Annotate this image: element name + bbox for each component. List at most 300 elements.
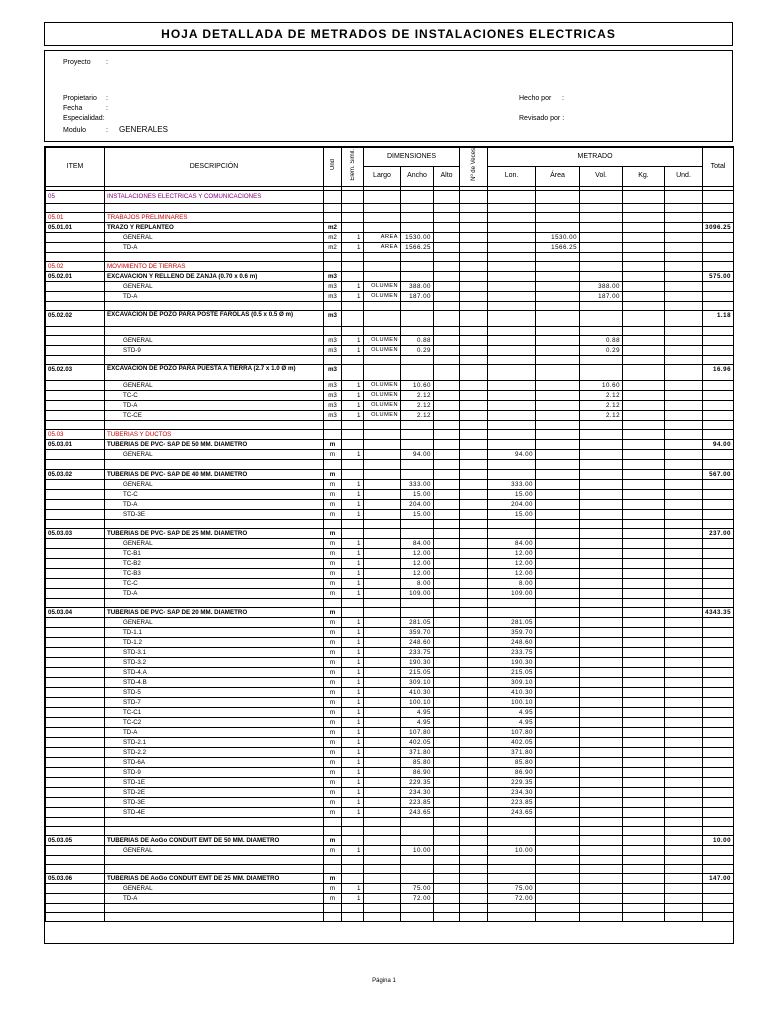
- cell-und2: [665, 401, 703, 411]
- table-row: [46, 430, 734, 440]
- cell-lon: 223.85: [488, 797, 536, 807]
- cell-kg: [623, 311, 665, 327]
- cell-kg: [623, 327, 665, 336]
- cell-desc: EXCAVACION Y RELLENO DE ZANJA (0.70 x 0.6 m): [105, 272, 324, 282]
- cell-und2: [665, 558, 703, 568]
- propietario-label: Propietario: [63, 95, 97, 102]
- cell-total: [703, 519, 734, 528]
- cell-largo: OLUMEN: [364, 411, 401, 421]
- detail-row: [46, 242, 734, 252]
- cell-veces: [460, 637, 488, 647]
- cell-largo: [364, 311, 401, 327]
- table-row: [46, 190, 734, 203]
- cell-area: [536, 657, 580, 667]
- colon: :: [106, 59, 108, 66]
- cell-und: m: [324, 568, 342, 578]
- sheet-title: HOJA DETALLADA DE METRADOS DE INSTALACIONES ELECTRICAS: [44, 22, 733, 46]
- cell-lon: [488, 292, 536, 302]
- cell-kg: [623, 460, 665, 469]
- cell-kg: [623, 190, 665, 203]
- cell-veces: [460, 687, 488, 697]
- cell-total: 16.96: [703, 365, 734, 381]
- cell-elem: 1: [342, 391, 364, 401]
- cell-und: [324, 212, 342, 222]
- cell-veces: [460, 647, 488, 657]
- cell-und2: [665, 450, 703, 460]
- cell-desc: [105, 913, 324, 922]
- detail-row: [46, 282, 734, 292]
- cell-und: [324, 865, 342, 874]
- cell-und2: [665, 479, 703, 489]
- cell-elem: [342, 469, 364, 479]
- cell-lon: [488, 381, 536, 391]
- cell-ancho: 1566.25: [401, 242, 434, 252]
- blank-row: [46, 327, 734, 336]
- cell-alto: [434, 855, 460, 864]
- cell-area: [536, 845, 580, 855]
- cell-item: 05.03.04: [46, 607, 105, 617]
- table-row: [46, 222, 734, 232]
- colon: :: [106, 95, 108, 102]
- cell-kg: [623, 598, 665, 607]
- header-largo: Largo: [364, 166, 401, 186]
- cell-veces: [460, 894, 488, 904]
- cell-ancho: 8.00: [401, 578, 434, 588]
- cell-elem: 1: [342, 767, 364, 777]
- cell-und: m3: [324, 391, 342, 401]
- cell-ancho: [401, 904, 434, 913]
- cell-elem: 1: [342, 737, 364, 747]
- cell-desc: GENERAL: [105, 538, 324, 548]
- cell-kg: [623, 282, 665, 292]
- cell-kg: [623, 835, 665, 845]
- cell-veces: [460, 845, 488, 855]
- cell-und: m: [324, 747, 342, 757]
- cell-und: [324, 519, 342, 528]
- cell-und: [324, 598, 342, 607]
- cell-item: [46, 707, 105, 717]
- cell-vol: [580, 727, 623, 737]
- cell-und2: [665, 826, 703, 835]
- cell-alto: [434, 657, 460, 667]
- cell-lon: 233.75: [488, 647, 536, 657]
- cell-kg: [623, 697, 665, 707]
- cell-alto: [434, 252, 460, 261]
- cell-und2: [665, 727, 703, 737]
- cell-item: [46, 845, 105, 855]
- cell-lon: 359.70: [488, 627, 536, 637]
- cell-vol: [580, 747, 623, 757]
- table-row: [46, 365, 734, 381]
- cell-und2: [665, 647, 703, 657]
- cell-total: [703, 807, 734, 817]
- cell-alto: [434, 401, 460, 411]
- cell-item: [46, 558, 105, 568]
- cell-vol: [580, 826, 623, 835]
- cell-area: [536, 855, 580, 864]
- detail-row: [46, 707, 734, 717]
- cell-elem: 1: [342, 292, 364, 302]
- cell-ancho: 410.30: [401, 687, 434, 697]
- cell-item: [46, 697, 105, 707]
- cell-vol: 2.12: [580, 401, 623, 411]
- cell-largo: [364, 647, 401, 657]
- cell-elem: 1: [342, 548, 364, 558]
- cell-ancho: [401, 365, 434, 381]
- cell-item: [46, 460, 105, 469]
- cell-ancho: [401, 327, 434, 336]
- cell-und: m: [324, 450, 342, 460]
- cell-alto: [434, 327, 460, 336]
- cell-elem: [342, 327, 364, 336]
- detail-row: [46, 637, 734, 647]
- cell-item: [46, 346, 105, 356]
- cell-elem: 1: [342, 499, 364, 509]
- header-elem-text: Elem. Simil.: [349, 148, 356, 181]
- cell-total: [703, 558, 734, 568]
- cell-alto: [434, 421, 460, 430]
- cell-und2: [665, 242, 703, 252]
- cell-elem: 1: [342, 697, 364, 707]
- cell-ancho: 190.30: [401, 657, 434, 667]
- cell-lon: [488, 598, 536, 607]
- cell-item: [46, 538, 105, 548]
- cell-vol: [580, 845, 623, 855]
- cell-und: m2: [324, 242, 342, 252]
- hecho-label: Hecho por: [519, 95, 552, 102]
- cell-ancho: [401, 598, 434, 607]
- cell-area: [536, 292, 580, 302]
- cell-vol: [580, 707, 623, 717]
- cell-alto: [434, 894, 460, 904]
- cell-item: [46, 894, 105, 904]
- cell-lon: 204.00: [488, 499, 536, 509]
- cell-und2: [665, 365, 703, 381]
- cell-total: [703, 212, 734, 222]
- cell-area: [536, 222, 580, 232]
- cell-und2: [665, 292, 703, 302]
- detail-row: [46, 797, 734, 807]
- header-und-text: Und: [329, 158, 336, 170]
- cell-vol: [580, 558, 623, 568]
- cell-und: m: [324, 647, 342, 657]
- cell-alto: [434, 411, 460, 421]
- cell-vol: [580, 807, 623, 817]
- cell-area: [536, 667, 580, 677]
- cell-vol: [580, 262, 623, 272]
- cell-vol: [580, 519, 623, 528]
- cell-area: [536, 421, 580, 430]
- cell-veces: [460, 797, 488, 807]
- cell-item: [46, 865, 105, 874]
- cell-largo: [364, 687, 401, 697]
- cell-ancho: 1530.00: [401, 232, 434, 242]
- cell-total: [703, 627, 734, 637]
- cell-elem: [342, 835, 364, 845]
- cell-total: [703, 327, 734, 336]
- cell-kg: [623, 797, 665, 807]
- cell-alto: [434, 884, 460, 894]
- cell-kg: [623, 894, 665, 904]
- modulo-line: [63, 125, 168, 134]
- blank-row: [46, 598, 734, 607]
- cell-kg: [623, 707, 665, 717]
- cell-lon: 4.95: [488, 707, 536, 717]
- cell-area: [536, 807, 580, 817]
- cell-veces: [460, 327, 488, 336]
- cell-largo: [364, 528, 401, 538]
- cell-ancho: [401, 190, 434, 203]
- blank-row: [46, 855, 734, 864]
- cell-item: [46, 401, 105, 411]
- cell-area: [536, 747, 580, 757]
- cell-und2: [665, 190, 703, 203]
- cell-lon: [488, 242, 536, 252]
- cell-alto: [434, 190, 460, 203]
- cell-vol: 187.00: [580, 292, 623, 302]
- cell-alto: [434, 787, 460, 797]
- cell-vol: [580, 637, 623, 647]
- cell-item: [46, 687, 105, 697]
- cell-total: [703, 232, 734, 242]
- cell-total: [703, 302, 734, 311]
- cell-ancho: [401, 430, 434, 440]
- cell-area: [536, 697, 580, 707]
- cell-area: [536, 528, 580, 538]
- cell-largo: [364, 747, 401, 757]
- cell-alto: [434, 568, 460, 578]
- cell-alto: [434, 469, 460, 479]
- table-row: [46, 440, 734, 450]
- cell-item: 05.03.05: [46, 835, 105, 845]
- cell-largo: [364, 817, 401, 826]
- cell-vol: [580, 627, 623, 637]
- cell-largo: [364, 657, 401, 667]
- cell-total: [703, 292, 734, 302]
- cell-und: [324, 262, 342, 272]
- cell-alto: [434, 607, 460, 617]
- cell-und: m: [324, 717, 342, 727]
- cell-lon: 229.35: [488, 777, 536, 787]
- cell-item: [46, 489, 105, 499]
- cell-und2: [665, 548, 703, 558]
- cell-area: 1566.25: [536, 242, 580, 252]
- cell-largo: [364, 697, 401, 707]
- cell-kg: [623, 203, 665, 212]
- cell-und: m: [324, 667, 342, 677]
- cell-total: [703, 617, 734, 627]
- cell-alto: [434, 440, 460, 450]
- detail-row: [46, 727, 734, 737]
- cell-kg: [623, 391, 665, 401]
- cell-vol: [580, 430, 623, 440]
- cell-total: [703, 568, 734, 578]
- cell-total: [703, 489, 734, 499]
- cell-desc: GENERAL: [105, 884, 324, 894]
- cell-total: [703, 509, 734, 519]
- cell-ancho: 2.12: [401, 411, 434, 421]
- header-alto: Alto: [434, 166, 460, 186]
- cell-item: [46, 327, 105, 336]
- cell-kg: [623, 509, 665, 519]
- cell-lon: [488, 311, 536, 327]
- cell-und2: [665, 787, 703, 797]
- cell-lon: [488, 607, 536, 617]
- cell-desc: TUBERIAS DE PVC- SAP DE 50 MM. DIAMETRO: [105, 440, 324, 450]
- header-total: Total: [703, 148, 734, 187]
- cell-ancho: 10.60: [401, 381, 434, 391]
- header-kg: Kg.: [623, 166, 665, 186]
- cell-veces: [460, 252, 488, 261]
- cell-und: m: [324, 697, 342, 707]
- cell-und2: [665, 519, 703, 528]
- cell-largo: [364, 558, 401, 568]
- cell-item: [46, 568, 105, 578]
- cell-item: [46, 767, 105, 777]
- cell-lon: [488, 835, 536, 845]
- cell-kg: [623, 913, 665, 922]
- detail-row: [46, 489, 734, 499]
- cell-largo: [364, 548, 401, 558]
- cell-total: [703, 904, 734, 913]
- cell-desc: TC-CE: [105, 411, 324, 421]
- cell-desc: GENERAL: [105, 479, 324, 489]
- cell-total: [703, 697, 734, 707]
- cell-veces: [460, 381, 488, 391]
- cell-ancho: [401, 252, 434, 261]
- cell-total: 147.00: [703, 874, 734, 884]
- cell-elem: [342, 874, 364, 884]
- detail-row: [46, 894, 734, 904]
- cell-largo: [364, 203, 401, 212]
- cell-desc: [105, 865, 324, 874]
- cell-lon: 109.00: [488, 588, 536, 598]
- cell-largo: [364, 845, 401, 855]
- cell-vol: [580, 777, 623, 787]
- table-row: [46, 311, 734, 327]
- cell-ancho: 187.00: [401, 292, 434, 302]
- cell-area: [536, 777, 580, 787]
- cell-alto: [434, 203, 460, 212]
- cell-alto: [434, 687, 460, 697]
- cell-total: 4343.35: [703, 607, 734, 617]
- cell-lon: 190.30: [488, 657, 536, 667]
- cell-area: [536, 391, 580, 401]
- cell-alto: [434, 346, 460, 356]
- table-row: [46, 607, 734, 617]
- detail-row: [46, 509, 734, 519]
- cell-ancho: [401, 835, 434, 845]
- cell-und2: [665, 845, 703, 855]
- cell-und2: [665, 598, 703, 607]
- cell-largo: [364, 252, 401, 261]
- cell-largo: [364, 667, 401, 677]
- blank-row: [46, 460, 734, 469]
- detail-row: [46, 777, 734, 787]
- cell-veces: [460, 884, 488, 894]
- cell-vol: [580, 647, 623, 657]
- cell-ancho: 223.85: [401, 797, 434, 807]
- cell-total: 567.00: [703, 469, 734, 479]
- cell-und: m: [324, 687, 342, 697]
- cell-vol: [580, 787, 623, 797]
- cell-largo: [364, 717, 401, 727]
- table-row: [46, 528, 734, 538]
- cell-vol: [580, 717, 623, 727]
- cell-ancho: 12.00: [401, 548, 434, 558]
- cell-und2: [665, 430, 703, 440]
- cell-desc: GENERAL: [105, 336, 324, 346]
- cell-item: 05.02.02: [46, 311, 105, 327]
- cell-lon: 107.80: [488, 727, 536, 737]
- cell-ancho: [401, 817, 434, 826]
- cell-total: [703, 687, 734, 697]
- cell-desc: TC-C: [105, 391, 324, 401]
- cell-lon: 4.95: [488, 717, 536, 727]
- cell-elem: [342, 190, 364, 203]
- modulo-label: Modulo: [63, 127, 86, 134]
- cell-lon: 85.80: [488, 757, 536, 767]
- cell-kg: [623, 519, 665, 528]
- cell-total: [703, 657, 734, 667]
- cell-vol: [580, 212, 623, 222]
- cell-desc: [105, 460, 324, 469]
- cell-vol: [580, 588, 623, 598]
- cell-und2: [665, 617, 703, 627]
- cell-veces: [460, 528, 488, 538]
- header-veces: [460, 148, 488, 187]
- detail-row: [46, 627, 734, 637]
- cell-vol: [580, 913, 623, 922]
- cell-und: [324, 190, 342, 203]
- cell-desc: [105, 203, 324, 212]
- cell-elem: [342, 365, 364, 381]
- cell-veces: [460, 212, 488, 222]
- cell-und2: [665, 460, 703, 469]
- cell-item: [46, 807, 105, 817]
- cell-largo: AREA: [364, 232, 401, 242]
- cell-total: [703, 548, 734, 558]
- cell-item: 05.03.02: [46, 469, 105, 479]
- detail-row: [46, 346, 734, 356]
- cell-vol: [580, 835, 623, 845]
- cell-lon: [488, 519, 536, 528]
- cell-kg: [623, 845, 665, 855]
- cell-ancho: 243.65: [401, 807, 434, 817]
- cell-alto: [434, 302, 460, 311]
- cell-item: [46, 381, 105, 391]
- cell-und: m3: [324, 292, 342, 302]
- cell-desc: [105, 519, 324, 528]
- cell-total: 94.00: [703, 440, 734, 450]
- cell-alto: [434, 212, 460, 222]
- cell-lon: [488, 528, 536, 538]
- header-lon: Lon.: [488, 166, 536, 186]
- detail-row: [46, 336, 734, 346]
- header-veces-text: Nº de Veces: [470, 148, 477, 181]
- cell-elem: 1: [342, 242, 364, 252]
- cell-und2: [665, 528, 703, 538]
- cell-vol: [580, 421, 623, 430]
- cell-item: [46, 667, 105, 677]
- cell-desc: TUBERIAS DE AoGo CONDUIT EMT DE 50 MM. DIAMETRO: [105, 835, 324, 845]
- cell-area: [536, 797, 580, 807]
- cell-alto: [434, 292, 460, 302]
- modulo-value: GENERALES: [119, 125, 168, 134]
- cell-vol: 10.60: [580, 381, 623, 391]
- cell-area: [536, 913, 580, 922]
- cell-largo: [364, 450, 401, 460]
